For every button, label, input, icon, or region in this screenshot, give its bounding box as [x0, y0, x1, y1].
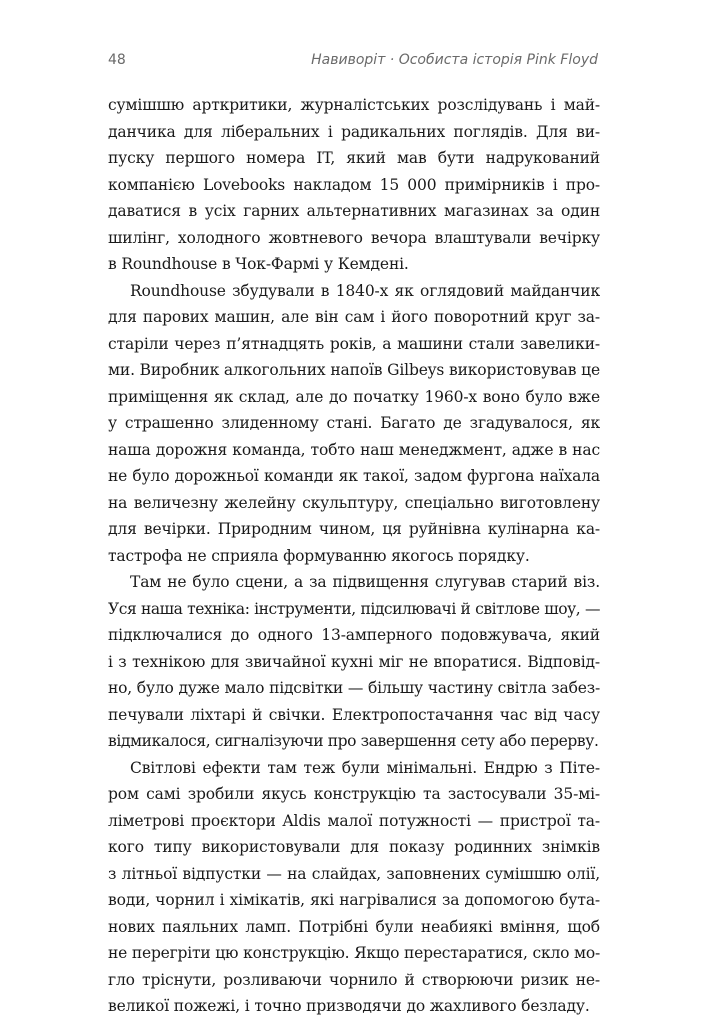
- text-line: у страшенно злиденному стані. Багато де згадувалося, як: [108, 414, 600, 432]
- text-line: відмикалося, сигналізуючи про завершення сету або перерву.: [108, 732, 599, 750]
- text-line: пуску першого номера IT, який мав бути надрукований: [108, 149, 600, 167]
- text-line: гло тріснути, розливаючи чорнило й створюючи ризик не-: [108, 970, 600, 989]
- text-line: Roundhouse збудували в 1840-х як оглядовий майданчик: [130, 281, 600, 300]
- running-head: [108, 52, 598, 72]
- text-line: води, чорнил і хімікатів, які нагрівалися за допомогою бута-: [108, 891, 600, 909]
- text-line: печували ліхтарі й свічки. Електропостачання час від часу: [108, 705, 600, 724]
- text-line: нових паяльних ламп. Потрібні були неабиякі вміння, щоб: [108, 917, 600, 936]
- running-head-title: Навиворіт · Особиста історія Pink Floyd: [311, 52, 598, 68]
- text-line: з літньої відпустки — на слайдах, заповнених сумішшю олії,: [108, 864, 600, 883]
- text-line: но, було дуже мало підсвітки — більшу частину світла забез-: [108, 679, 600, 697]
- text-line: Світлові ефекти там теж були мінімальні. Ендрю з Піте-: [130, 758, 600, 777]
- text-line: сумішшю арткритики, журналістських розслідувань і май-: [108, 96, 600, 114]
- text-line: данчика для ліберальних і радикальних поглядів. Для ви-: [108, 122, 600, 141]
- text-line: великої пожежі, і точно призводячи до жахливого безладу.: [108, 997, 590, 1015]
- text-line: шилінг, холодного жовтневого вечора влаштували вечірку: [108, 228, 600, 247]
- text-line: для парових машин, але він сам і його поворотний круг за-: [108, 308, 600, 326]
- text-line: компанією Lovebooks накладом 15 000 примірників і про-: [108, 175, 600, 194]
- text-line: для вечірки. Природним чином, ця руйнівна кулінарна ка-: [108, 520, 600, 538]
- text-line: в Roundhouse в Чок-Фармі у Кемдені.: [108, 255, 409, 273]
- text-line: Уся наша техніка: інструменти, підсилювачі й світлове шоу, —: [108, 599, 600, 618]
- text-line: не перегріти цю конструкцію. Якщо перестаратися, скло мо-: [108, 944, 600, 962]
- text-line: Там не було сцени, а за підвищення слугував старий віз.: [130, 573, 600, 591]
- body-text: [108, 92, 600, 1020]
- text-line: ми. Виробник алкогольних напоїв Gilbeys використовував це: [108, 361, 600, 379]
- page-number: 48: [108, 52, 126, 68]
- text-line: наша дорожня команда, тобто наш менеджмент, адже в нас: [108, 440, 600, 459]
- text-line: приміщення як склад, але до початку 1960-х воно було вже: [108, 387, 600, 406]
- text-line: не було дорожньої команди як такої, задом фургона наїхала: [108, 467, 600, 485]
- text-line: тастрофа не сприяла формуванню якогось порядку.: [108, 546, 530, 565]
- text-line: підключалися до одного 13-амперного подовжувача, який: [108, 626, 600, 644]
- text-line: і з технікою для звичайної кухні міг не впоратися. Відповід-: [108, 652, 600, 671]
- text-line: даватися в усіх гарних альтернативних магазинах за один: [108, 202, 600, 220]
- text-line: кого типу використовували для показу родинних знімків: [108, 838, 600, 856]
- text-line: ром самі зробили якусь конструкцію та застосували 35-мі-: [108, 785, 600, 803]
- text-line: старіли через п’ятнадцять років, а машини стали завелики-: [108, 334, 600, 353]
- text-line: ліметрові проєктори Aldis малої потужності — пристрої та-: [108, 811, 600, 830]
- text-line: на величезну желейну скульптуру, спеціально виготовлену: [108, 493, 600, 512]
